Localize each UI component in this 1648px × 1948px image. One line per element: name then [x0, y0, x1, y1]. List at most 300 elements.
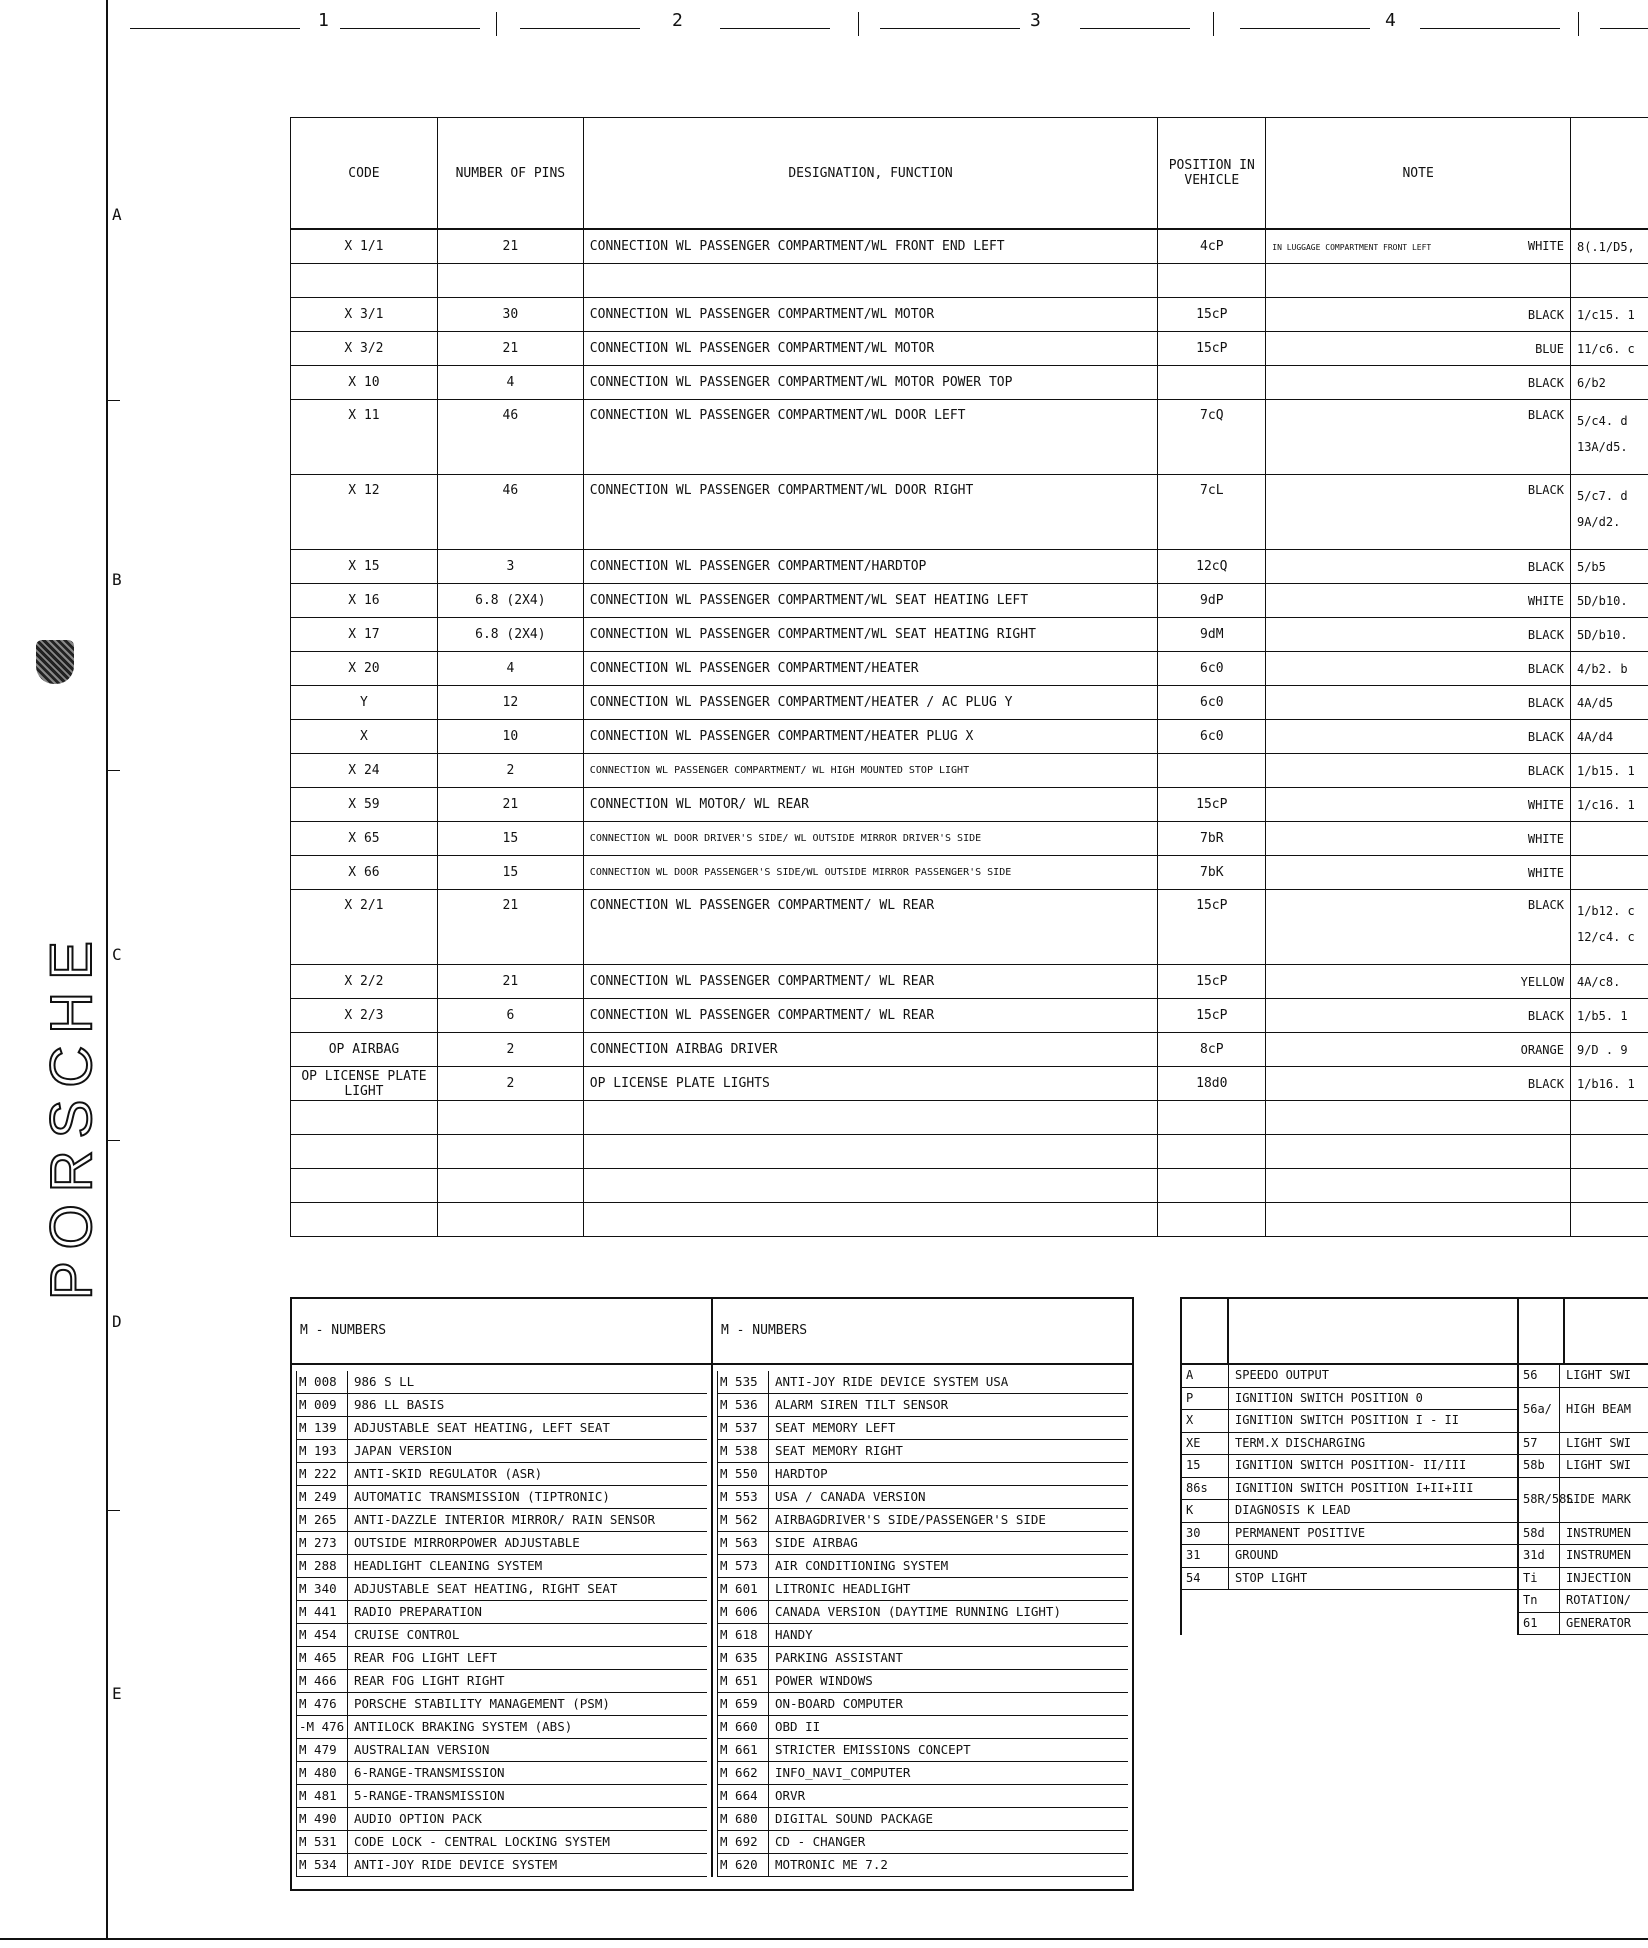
- m-number-description: POWER WINDOWS: [769, 1670, 1128, 1693]
- pin-count: 4: [437, 366, 583, 400]
- row-letter-d: D: [112, 1312, 122, 1331]
- connector-color: BLACK: [1527, 1076, 1564, 1091]
- m-number-description: PORSCHE STABILITY MANAGEMENT (PSM): [348, 1693, 707, 1716]
- connector-code: X 16: [291, 584, 438, 618]
- designation: CONNECTION WL MOTOR/ WL REAR: [583, 788, 1158, 822]
- m-number-code: M 537: [717, 1417, 769, 1440]
- m-number-row: [717, 1831, 1128, 1854]
- vehicle-position: 15cP: [1158, 298, 1266, 332]
- connector-row: [291, 999, 1648, 1033]
- column-divider-tick: [1578, 12, 1579, 36]
- designation: CONNECTION WL PASSENGER COMPARTMENT/WL MOTOR: [583, 332, 1158, 366]
- cross-reference: [1570, 618, 1648, 652]
- connector-row: [291, 822, 1648, 856]
- m-number-row: [296, 1486, 707, 1509]
- m-number-row: [717, 1762, 1128, 1785]
- cross-reference: [1570, 264, 1648, 298]
- cross-reference: [1570, 1067, 1648, 1101]
- connector-code: X 15: [291, 550, 438, 584]
- designation: CONNECTION WL PASSENGER COMPARTMENT/WL DOOR LEFT: [583, 400, 1158, 475]
- header-designation: DESIGNATION, FUNCTION: [583, 118, 1158, 230]
- m-number-description: ON-BOARD COMPUTER: [769, 1693, 1128, 1716]
- connector-row: [291, 550, 1648, 584]
- m-number-description: SEAT MEMORY RIGHT: [769, 1440, 1128, 1463]
- designation: CONNECTION WL PASSENGER COMPARTMENT/ WL REAR: [583, 999, 1158, 1033]
- row-divider-tick: [106, 1510, 120, 1511]
- terminal-description: LIGHT SWI: [1560, 1433, 1648, 1456]
- connector-row: [291, 400, 1648, 475]
- vehicle-position: 7bK: [1158, 856, 1266, 890]
- m-number-row: [296, 1371, 707, 1394]
- m-number-row: [296, 1440, 707, 1463]
- row-letter-c: C: [112, 945, 122, 964]
- connector-row: [291, 298, 1648, 332]
- connector-color: BLACK: [1527, 763, 1564, 778]
- vehicle-position: [1158, 366, 1266, 400]
- cross-reference: [1570, 1033, 1648, 1067]
- terminal-table: [1180, 1297, 1648, 1635]
- header-pins: NUMBER OF PINS: [437, 118, 583, 230]
- terminal-code: 56a/: [1519, 1388, 1560, 1433]
- connector-row: [291, 1033, 1648, 1067]
- connector-color: BLACK: [1527, 627, 1564, 642]
- m-number-code: M 476: [296, 1693, 348, 1716]
- connector-color: ORANGE: [1520, 1042, 1564, 1057]
- terminal-code: 31d: [1519, 1545, 1560, 1568]
- terminal-description: IGNITION SWITCH POSITION I+II+III: [1229, 1478, 1517, 1501]
- m-number-row: [296, 1693, 707, 1716]
- m-number-row: [717, 1785, 1128, 1808]
- terminal-description: IGNITION SWITCH POSITION I - II: [1229, 1410, 1517, 1433]
- terminal-code: 31: [1182, 1545, 1229, 1568]
- cross-reference: [1570, 652, 1648, 686]
- column-number-4: 4: [1385, 10, 1396, 31]
- connector-code: X 59: [291, 788, 438, 822]
- m-number-code: M 659: [717, 1693, 769, 1716]
- vehicle-position: 15cP: [1158, 965, 1266, 999]
- m-number-description: JAPAN VERSION: [348, 1440, 707, 1463]
- m-number-code: M 553: [717, 1486, 769, 1509]
- terminal-description: TERM.X DISCHARGING: [1229, 1433, 1517, 1456]
- connector-code: Y: [291, 686, 438, 720]
- m-number-description: CRUISE CONTROL: [348, 1624, 707, 1647]
- vehicle-position: 12cQ: [1158, 550, 1266, 584]
- connector-row: [291, 229, 1648, 264]
- row-divider-tick: [106, 400, 120, 401]
- designation: CONNECTION WL PASSENGER COMPARTMENT/HEATER: [583, 652, 1158, 686]
- designation: CONNECTION WL PASSENGER COMPARTMENT/WL MOTOR POWER TOP: [583, 366, 1158, 400]
- pin-count: 6.8 (2X4): [437, 584, 583, 618]
- terminal-row: [1519, 1523, 1648, 1546]
- terminal-row: [1182, 1523, 1517, 1546]
- m-number-row: [717, 1463, 1128, 1486]
- m-number-row: [717, 1739, 1128, 1762]
- connector-row: [291, 754, 1648, 788]
- vehicle-position: 15cP: [1158, 890, 1266, 965]
- pin-count: 4: [437, 652, 583, 686]
- designation: [583, 1169, 1158, 1203]
- m-number-row: [296, 1601, 707, 1624]
- m-number-code: M 562: [717, 1509, 769, 1532]
- m-number-description: REAR FOG LIGHT RIGHT: [348, 1670, 707, 1693]
- row-divider-tick: [106, 770, 120, 771]
- terminal-row: [1182, 1433, 1517, 1456]
- connector-row: [291, 856, 1648, 890]
- m-numbers-header-right: M - NUMBERS: [711, 1299, 1132, 1363]
- terminal-description: HIGH BEAM: [1560, 1388, 1648, 1433]
- m-number-description: LITRONIC HEADLIGHT: [769, 1578, 1128, 1601]
- designation: CONNECTION WL PASSENGER COMPARTMENT/ WL REAR: [583, 965, 1158, 999]
- reference-line: 1/b15. 1: [1576, 763, 1635, 778]
- m-number-description: CD - CHANGER: [769, 1831, 1128, 1854]
- terminal-code: 58b: [1519, 1455, 1560, 1478]
- m-number-description: ANTI-JOY RIDE DEVICE SYSTEM USA: [769, 1371, 1128, 1394]
- terminal-code: Tn: [1519, 1590, 1560, 1613]
- connector-code: X 2/3: [291, 999, 438, 1033]
- m-number-row: [296, 1854, 707, 1877]
- connector-code: [291, 1135, 438, 1169]
- m-number-description: OUTSIDE MIRRORPOWER ADJUSTABLE: [348, 1532, 707, 1555]
- terminal-row: [1519, 1433, 1648, 1456]
- terminal-description: INSTRUMEN: [1560, 1545, 1648, 1568]
- pin-count: [437, 1203, 583, 1237]
- cross-reference: [1570, 890, 1648, 965]
- header-note: NOTE: [1266, 118, 1571, 230]
- pin-count: 3: [437, 550, 583, 584]
- cross-reference: [1570, 965, 1648, 999]
- m-number-row: [717, 1716, 1128, 1739]
- terminal-description: SIDE MARK: [1560, 1478, 1648, 1523]
- connector-table-body: [291, 229, 1648, 1237]
- terminal-row: [1182, 1568, 1517, 1591]
- connector-row: [291, 1135, 1648, 1169]
- vehicle-position: 6c0: [1158, 686, 1266, 720]
- designation: [583, 1203, 1158, 1237]
- reference-line: 1/b5. 1: [1576, 1008, 1628, 1023]
- m-number-code: M 265: [296, 1509, 348, 1532]
- reference-line: 6/b2: [1576, 375, 1606, 390]
- cross-reference: [1570, 550, 1648, 584]
- m-number-description: ANTILOCK BRAKING SYSTEM (ABS): [348, 1716, 707, 1739]
- m-numbers-header-left: M - NUMBERS: [300, 1323, 387, 1338]
- connector-code: X 2/2: [291, 965, 438, 999]
- m-number-code: -M 476: [296, 1716, 348, 1739]
- connector-row: [291, 366, 1648, 400]
- connector-color: WHITE: [1527, 831, 1564, 846]
- m-number-code: M 466: [296, 1670, 348, 1693]
- m-numbers-left-column: [292, 1365, 711, 1877]
- vehicle-position: 4cP: [1158, 229, 1266, 264]
- connector-row: [291, 1101, 1648, 1135]
- terminal-row: [1519, 1455, 1648, 1478]
- top-border-line: [1420, 28, 1560, 29]
- cross-reference: [1570, 686, 1648, 720]
- m-number-description: HANDY: [769, 1624, 1128, 1647]
- connector-code: X 12: [291, 475, 438, 550]
- m-number-description: RADIO PREPARATION: [348, 1601, 707, 1624]
- cross-reference: [1570, 788, 1648, 822]
- reference-line: 8(.1/D5,: [1576, 239, 1635, 254]
- connector-code: X 2/1: [291, 890, 438, 965]
- pin-count: 21: [437, 229, 583, 264]
- m-numbers-right-column: [711, 1365, 1132, 1877]
- terminal-description: INJECTION: [1560, 1568, 1648, 1591]
- m-number-code: M 651: [717, 1670, 769, 1693]
- vehicle-position: 15cP: [1158, 332, 1266, 366]
- m-number-description: HEADLIGHT CLEANING SYSTEM: [348, 1555, 707, 1578]
- pin-count: 15: [437, 856, 583, 890]
- reference-line: 4A/d4: [1576, 729, 1614, 744]
- m-number-code: M 490: [296, 1808, 348, 1831]
- top-border-line: [130, 28, 300, 29]
- connector-code: X: [291, 720, 438, 754]
- m-number-row: [717, 1509, 1128, 1532]
- m-number-description: AUSTRALIAN VERSION: [348, 1739, 707, 1762]
- terminal-row: [1182, 1545, 1517, 1568]
- terminal-code: A: [1182, 1365, 1229, 1388]
- top-border-line: [520, 28, 640, 29]
- m-number-description: ADJUSTABLE SEAT HEATING, LEFT SEAT: [348, 1417, 707, 1440]
- m-numbers-table: [290, 1297, 1134, 1891]
- vehicle-position: [1158, 754, 1266, 788]
- column-divider-tick: [1213, 12, 1214, 36]
- terminal-row: [1182, 1455, 1517, 1478]
- m-number-code: M 249: [296, 1486, 348, 1509]
- pin-count: 6.8 (2X4): [437, 618, 583, 652]
- terminal-row: [1519, 1545, 1648, 1568]
- top-border-line: [340, 28, 480, 29]
- terminal-code: 54: [1182, 1568, 1229, 1591]
- connector-row: [291, 965, 1648, 999]
- m-number-description: 6-RANGE-TRANSMISSION: [348, 1762, 707, 1785]
- reference-line: 4A/d5: [1576, 695, 1614, 710]
- terminal-row: [1519, 1388, 1648, 1433]
- m-number-code: M 536: [717, 1394, 769, 1417]
- connector-row: [291, 890, 1648, 965]
- connector-code: X 11: [291, 400, 438, 475]
- m-number-description: USA / CANADA VERSION: [769, 1486, 1128, 1509]
- connector-row: [291, 618, 1648, 652]
- terminal-code: 61: [1519, 1613, 1560, 1636]
- connector-row: [291, 1169, 1648, 1203]
- reference-line: 1/b12. c: [1576, 904, 1635, 918]
- m-number-row: [296, 1670, 707, 1693]
- connector-color: WHITE: [1527, 593, 1564, 608]
- m-number-row: [296, 1532, 707, 1555]
- connector-code: X 3/1: [291, 298, 438, 332]
- bottom-frame-line: [0, 1938, 1648, 1940]
- connector-code: X 20: [291, 652, 438, 686]
- m-number-row: [717, 1555, 1128, 1578]
- m-number-description: PARKING ASSISTANT: [769, 1647, 1128, 1670]
- m-number-code: M 009: [296, 1394, 348, 1417]
- reference-line: 1/c15. 1: [1576, 307, 1635, 322]
- m-number-row: [296, 1647, 707, 1670]
- connector-code: [291, 1169, 438, 1203]
- cross-reference: [1570, 720, 1648, 754]
- terminal-description: STOP LIGHT: [1229, 1568, 1517, 1591]
- m-number-description: OBD II: [769, 1716, 1128, 1739]
- top-border-line: [880, 28, 1020, 29]
- terminal-description: LIGHT SWI: [1560, 1365, 1648, 1388]
- connector-color: WHITE: [1527, 797, 1564, 812]
- m-number-code: M 601: [717, 1578, 769, 1601]
- terminal-description: GENERATOR: [1560, 1613, 1648, 1636]
- terminal-row: [1519, 1590, 1648, 1613]
- pin-count: 21: [437, 332, 583, 366]
- cross-reference: [1570, 584, 1648, 618]
- terminal-code: 30: [1182, 1523, 1229, 1546]
- pin-count: 6: [437, 999, 583, 1033]
- connector-color: BLACK: [1527, 307, 1564, 322]
- m-number-row: [717, 1417, 1128, 1440]
- reference-line: 1/b16. 1: [1576, 1076, 1635, 1091]
- column-divider-tick: [858, 12, 859, 36]
- terminal-left-column: [1182, 1365, 1517, 1635]
- m-number-code: M 664: [717, 1785, 769, 1808]
- m-number-row: [717, 1693, 1128, 1716]
- header-code: CODE: [291, 118, 438, 230]
- pin-count: 12: [437, 686, 583, 720]
- m-number-row: [296, 1762, 707, 1785]
- terminal-description: ROTATION/: [1560, 1590, 1648, 1613]
- vehicle-position: 15cP: [1158, 999, 1266, 1033]
- m-number-code: M 481: [296, 1785, 348, 1808]
- cross-reference: [1570, 475, 1648, 550]
- m-number-description: AUTOMATIC TRANSMISSION (TIPTRONIC): [348, 1486, 707, 1509]
- connector-code: OP LICENSE PLATE LIGHT: [291, 1067, 438, 1101]
- m-number-row: [717, 1808, 1128, 1831]
- column-number-1: 1: [318, 10, 329, 31]
- top-border-line: [1080, 28, 1190, 29]
- terminal-code: 56: [1519, 1365, 1560, 1388]
- connector-row: [291, 686, 1648, 720]
- terminal-code: 58d: [1519, 1523, 1560, 1546]
- terminal-description: PERMANENT POSITIVE: [1229, 1523, 1517, 1546]
- m-number-row: [296, 1509, 707, 1532]
- terminal-right-column: [1517, 1365, 1648, 1635]
- terminal-description: INSTRUMEN: [1560, 1523, 1648, 1546]
- m-number-row: [296, 1785, 707, 1808]
- m-number-code: M 550: [717, 1463, 769, 1486]
- m-number-row: [717, 1440, 1128, 1463]
- m-number-code: M 288: [296, 1555, 348, 1578]
- terminal-description: SPEEDO OUTPUT: [1229, 1365, 1517, 1388]
- m-number-description: 986 S LL: [348, 1371, 707, 1394]
- cross-reference: [1570, 1101, 1648, 1135]
- m-number-description: ADJUSTABLE SEAT HEATING, RIGHT SEAT: [348, 1578, 707, 1601]
- cross-reference: [1570, 856, 1648, 890]
- m-number-code: M 139: [296, 1417, 348, 1440]
- pin-count: 21: [437, 965, 583, 999]
- vehicle-position: 9dM: [1158, 618, 1266, 652]
- pin-count: 46: [437, 400, 583, 475]
- reference-line: 9/D . 9: [1576, 1042, 1628, 1057]
- vehicle-position: 7cL: [1158, 475, 1266, 550]
- terminal-description: GROUND: [1229, 1545, 1517, 1568]
- connector-color: BLACK: [1527, 559, 1564, 574]
- vehicle-position: [1158, 1135, 1266, 1169]
- reference-line: 4/b2. b: [1576, 661, 1628, 676]
- m-number-row: [717, 1532, 1128, 1555]
- cross-reference: [1570, 999, 1648, 1033]
- designation: CONNECTION WL PASSENGER COMPARTMENT/ WL HIGH MOUNTED STOP LIGHT: [583, 754, 1158, 788]
- connector-row: [291, 1203, 1648, 1237]
- m-number-row: [717, 1371, 1128, 1394]
- m-number-row: [296, 1739, 707, 1762]
- m-number-row: [296, 1716, 707, 1739]
- vehicle-position: [1158, 1169, 1266, 1203]
- designation: CONNECTION WL PASSENGER COMPARTMENT/WL MOTOR: [583, 298, 1158, 332]
- connector-code: X 66: [291, 856, 438, 890]
- top-border-line: [1240, 28, 1370, 29]
- designation: CONNECTION WL PASSENGER COMPARTMENT/ WL REAR: [583, 890, 1158, 965]
- cross-reference: [1570, 229, 1648, 264]
- terminal-code: P: [1182, 1388, 1229, 1411]
- connector-code: [291, 264, 438, 298]
- pin-count: 30: [437, 298, 583, 332]
- vehicle-position: 18d0: [1158, 1067, 1266, 1101]
- connector-color: BLACK: [1527, 898, 1564, 912]
- m-number-code: M 441: [296, 1601, 348, 1624]
- m-number-row: [717, 1670, 1128, 1693]
- m-number-code: M 479: [296, 1739, 348, 1762]
- m-number-description: SEAT MEMORY LEFT: [769, 1417, 1128, 1440]
- m-number-description: AIRBAGDRIVER'S SIDE/PASSENGER'S SIDE: [769, 1509, 1128, 1532]
- terminal-row: [1182, 1365, 1517, 1388]
- vehicle-position: 9dP: [1158, 584, 1266, 618]
- vehicle-position: 8cP: [1158, 1033, 1266, 1067]
- connector-code: X 1/1: [291, 229, 438, 264]
- m-number-code: M 606: [717, 1601, 769, 1624]
- vehicle-position: 6c0: [1158, 652, 1266, 686]
- header-reference: [1570, 118, 1648, 230]
- connector-row: [291, 264, 1648, 298]
- connector-row: [291, 584, 1648, 618]
- m-number-row: [717, 1624, 1128, 1647]
- cross-reference: [1570, 298, 1648, 332]
- m-number-description: ALARM SIREN TILT SENSOR: [769, 1394, 1128, 1417]
- cross-reference: [1570, 1135, 1648, 1169]
- cross-reference: [1570, 332, 1648, 366]
- designation: CONNECTION WL DOOR DRIVER'S SIDE/ WL OUTSIDE MIRROR DRIVER'S SIDE: [583, 822, 1158, 856]
- m-number-description: INFO_NAVI_COMPUTER: [769, 1762, 1128, 1785]
- m-number-code: M 222: [296, 1463, 348, 1486]
- designation: CONNECTION AIRBAG DRIVER: [583, 1033, 1158, 1067]
- terminal-row: [1182, 1478, 1517, 1501]
- terminal-table-header: [1182, 1299, 1648, 1365]
- connector-code: X 10: [291, 366, 438, 400]
- designation: CONNECTION WL DOOR PASSENGER'S SIDE/WL OUTSIDE MIRROR PASSENGER'S SIDE: [583, 856, 1158, 890]
- pin-count: 2: [437, 1033, 583, 1067]
- connector-color: BLACK: [1527, 661, 1564, 676]
- connector-color: BLACK: [1527, 483, 1564, 497]
- pin-count: 2: [437, 754, 583, 788]
- m-number-code: M 662: [717, 1762, 769, 1785]
- m-number-code: M 692: [717, 1831, 769, 1854]
- m-number-description: ANTI-JOY RIDE DEVICE SYSTEM: [348, 1854, 707, 1877]
- terminal-description: IGNITION SWITCH POSITION- II/III: [1229, 1455, 1517, 1478]
- connector-row: [291, 652, 1648, 686]
- m-number-description: SIDE AIRBAG: [769, 1532, 1128, 1555]
- m-number-code: M 538: [717, 1440, 769, 1463]
- connector-color: YELLOW: [1520, 974, 1564, 989]
- designation: CONNECTION WL PASSENGER COMPARTMENT/HEATER PLUG X: [583, 720, 1158, 754]
- m-number-row: [717, 1578, 1128, 1601]
- terminal-code: 86s: [1182, 1478, 1229, 1501]
- pin-count: 2: [437, 1067, 583, 1101]
- header-position: POSITION IN VEHICLE: [1158, 118, 1266, 230]
